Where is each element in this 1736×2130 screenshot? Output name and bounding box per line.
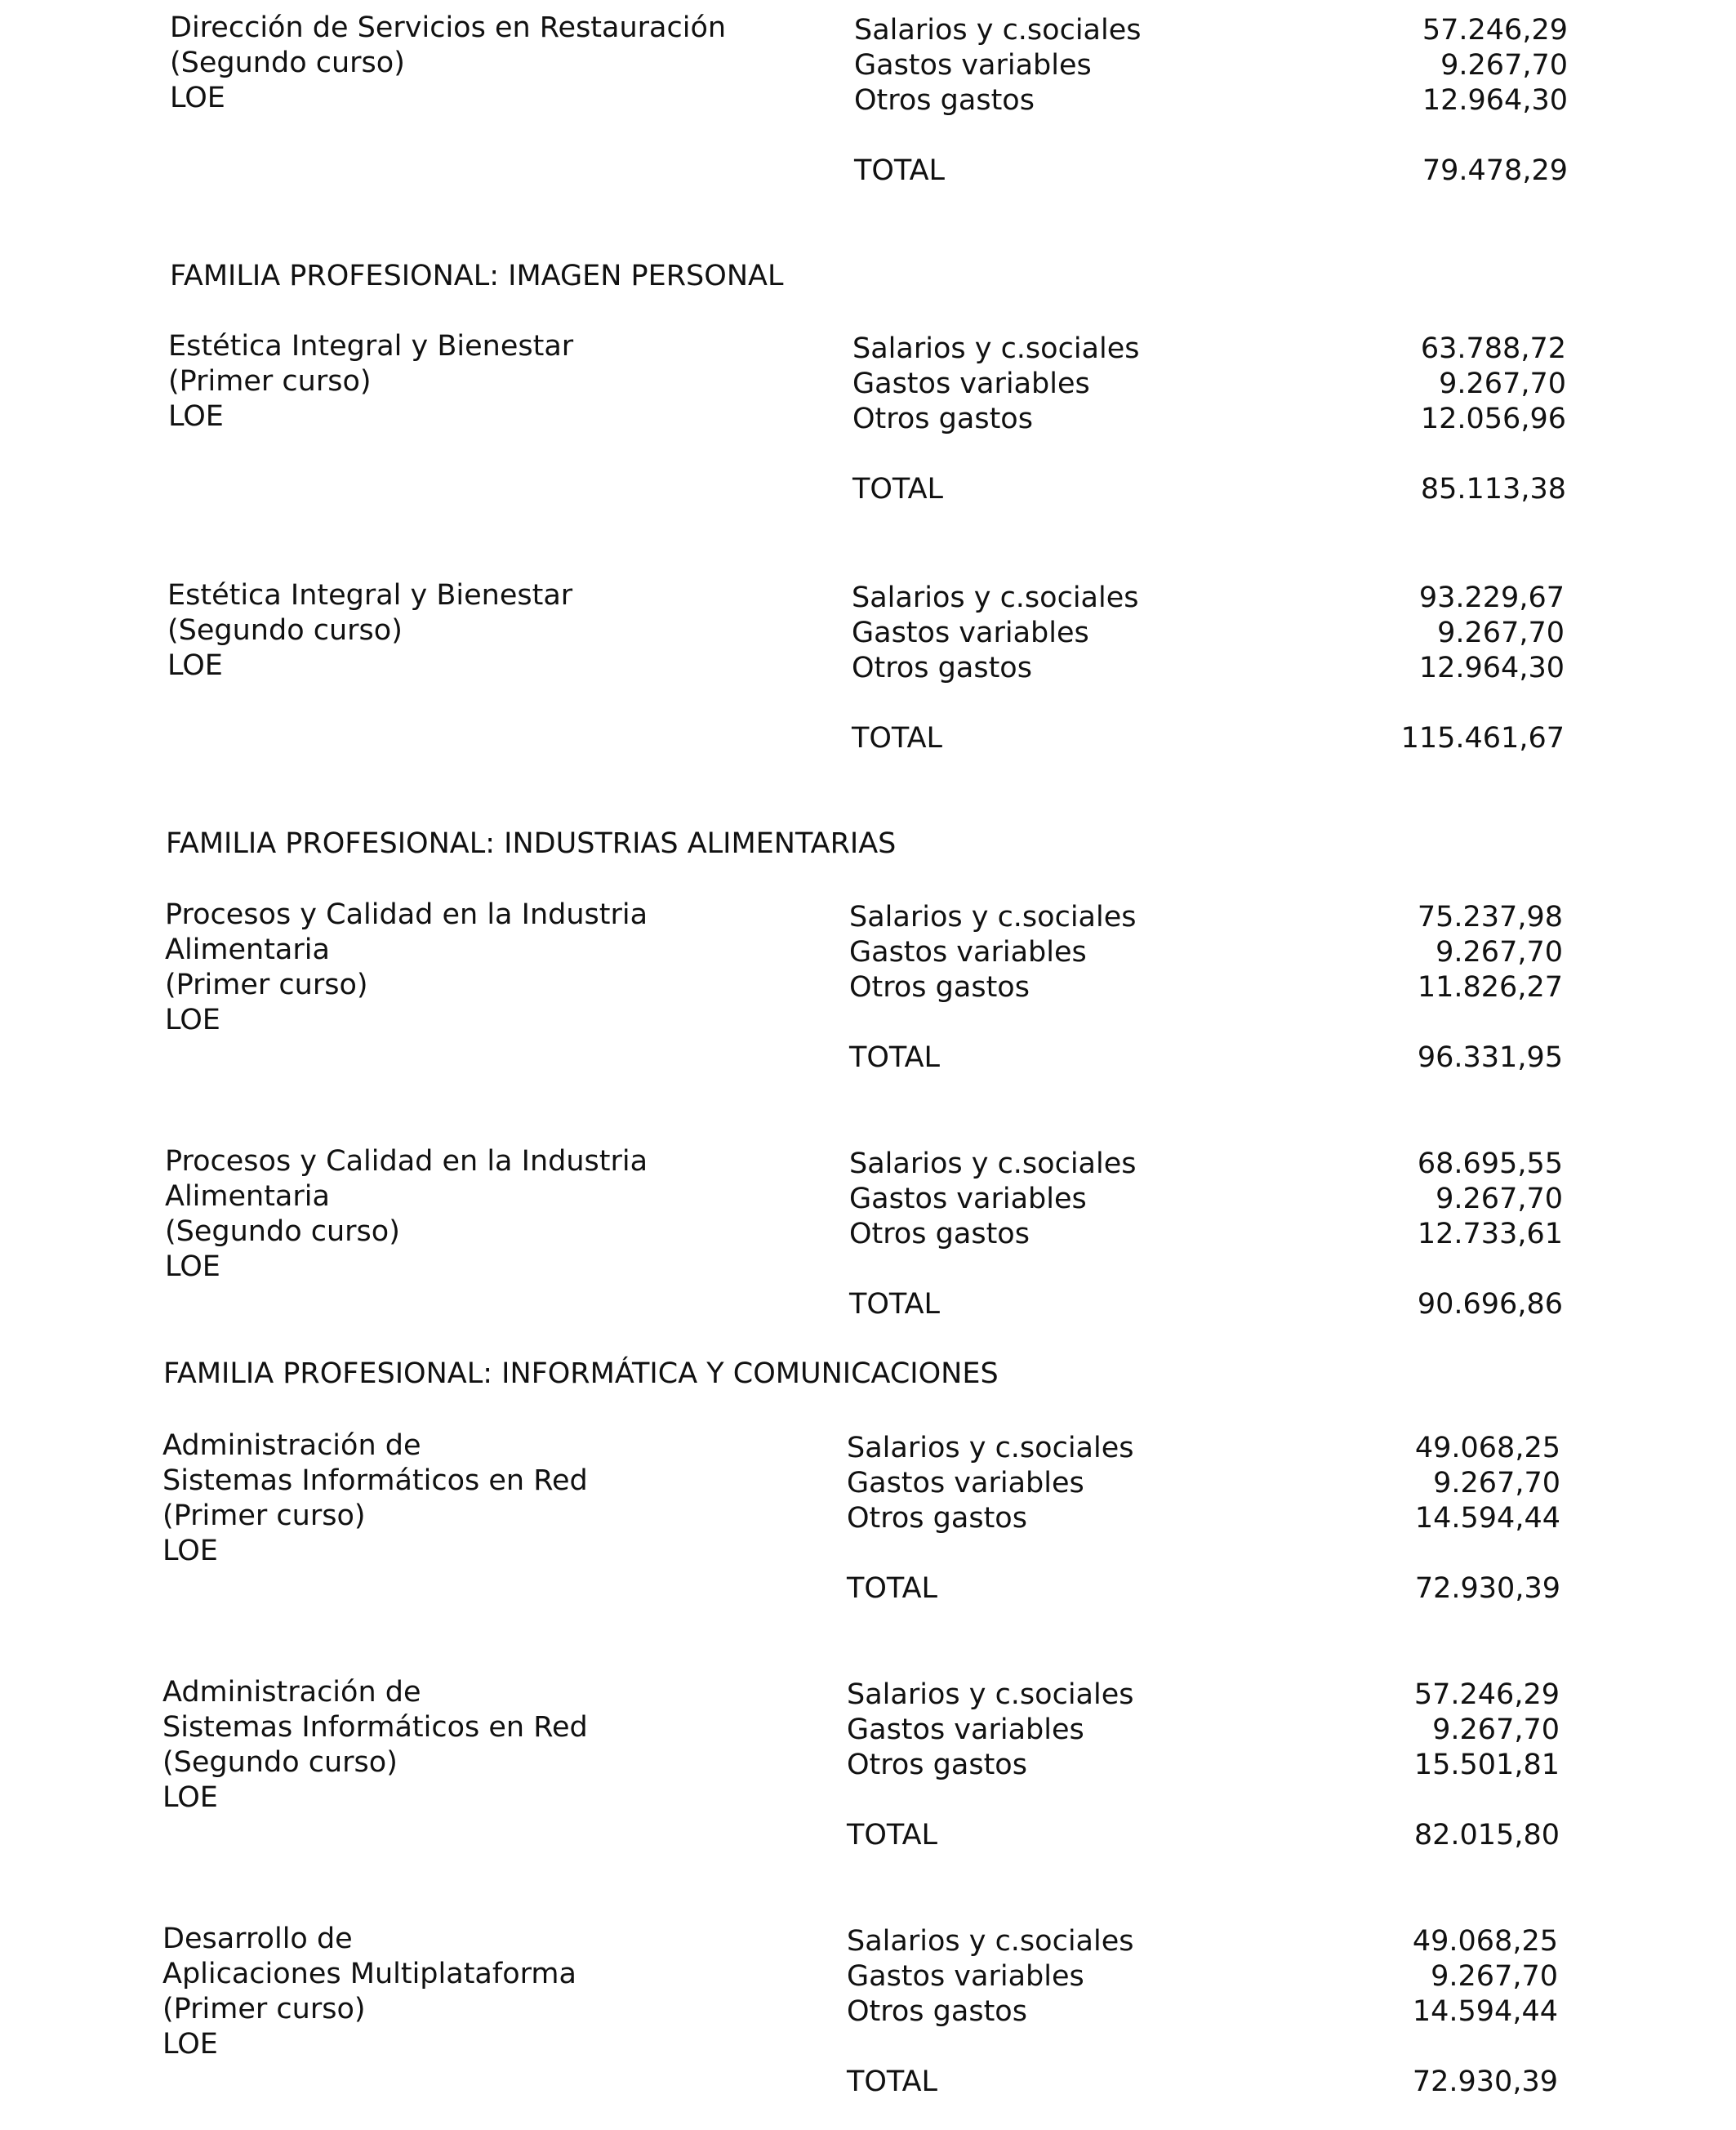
salarios-label: Salarios y c.sociales xyxy=(847,1432,1134,1464)
course-name: Estética Integral y Bienestar xyxy=(167,579,573,612)
total-value: 90.696,86 xyxy=(1417,1288,1563,1321)
variables-label: Gastos variables xyxy=(847,1713,1084,1746)
variables-label: Gastos variables xyxy=(847,1467,1084,1499)
course-law: LOE xyxy=(165,1250,220,1283)
course-year: (Primer curso) xyxy=(162,1499,366,1532)
course-name: Procesos y Calidad en la Industria xyxy=(165,1145,648,1178)
variables-label: Gastos variables xyxy=(854,49,1092,82)
total-value: 85.113,38 xyxy=(1420,473,1566,506)
total-value: 79.478,29 xyxy=(1422,154,1568,187)
variables-label: Gastos variables xyxy=(849,1183,1087,1215)
otros-value: 12.964,30 xyxy=(1422,84,1568,117)
salarios-label: Salarios y c.sociales xyxy=(852,332,1140,365)
total-label: TOTAL xyxy=(849,1041,941,1074)
salarios-label: Salarios y c.sociales xyxy=(847,1925,1134,1958)
total-label: TOTAL xyxy=(847,1819,938,1851)
otros-label: Otros gastos xyxy=(852,403,1033,435)
course-year: (Primer curso) xyxy=(168,365,372,398)
course-law: LOE xyxy=(168,400,224,433)
variables-label: Gastos variables xyxy=(852,617,1089,649)
salarios-label: Salarios y c.sociales xyxy=(849,1147,1137,1180)
course-year: (Segundo curso) xyxy=(165,1215,400,1248)
total-label: TOTAL xyxy=(852,722,943,755)
otros-label: Otros gastos xyxy=(852,652,1032,684)
family-heading: FAMILIA PROFESIONAL: IMAGEN PERSONAL xyxy=(170,260,784,292)
course-law: LOE xyxy=(162,1781,218,1814)
variables-label: Gastos variables xyxy=(849,936,1087,969)
otros-label: Otros gastos xyxy=(849,971,1030,1004)
variables-value: 9.267,70 xyxy=(1440,49,1568,82)
course-name: Procesos y Calidad en la Industria xyxy=(165,898,648,931)
salarios-label: Salarios y c.sociales xyxy=(852,582,1139,614)
variables-value: 9.267,70 xyxy=(1439,368,1566,400)
otros-value: 14.594,44 xyxy=(1412,1995,1558,2028)
course-year: (Primer curso) xyxy=(162,1993,366,2025)
course-law: LOE xyxy=(167,649,223,682)
total-value: 72.930,39 xyxy=(1412,2065,1558,2098)
course-year: (Segundo curso) xyxy=(170,47,405,79)
otros-label: Otros gastos xyxy=(847,1749,1027,1781)
course-name: Administración de xyxy=(162,1676,421,1709)
otros-label: Otros gastos xyxy=(847,1502,1027,1535)
family-heading: FAMILIA PROFESIONAL: INDUSTRIAS ALIMENTARIAS xyxy=(166,827,897,860)
variables-value: 9.267,70 xyxy=(1436,1183,1563,1215)
course-law: LOE xyxy=(162,1535,218,1567)
variables-value: 9.267,70 xyxy=(1437,617,1565,649)
family-heading: FAMILIA PROFESIONAL: INFORMÁTICA Y COMUNICACIONES xyxy=(163,1357,999,1390)
otros-label: Otros gastos xyxy=(854,84,1035,117)
course-law: LOE xyxy=(162,2028,218,2061)
course-year: (Segundo curso) xyxy=(167,614,403,647)
course-year: (Segundo curso) xyxy=(162,1746,398,1779)
course-year: (Primer curso) xyxy=(165,969,368,1001)
otros-value: 12.733,61 xyxy=(1417,1218,1563,1250)
course-name-cont: Sistemas Informáticos en Red xyxy=(162,1464,588,1497)
course-name: Administración de xyxy=(162,1429,421,1462)
total-label: TOTAL xyxy=(847,1572,938,1605)
total-value: 96.331,95 xyxy=(1417,1041,1563,1074)
course-name-cont: Alimentaria xyxy=(165,1180,330,1213)
course-name: Desarrollo de xyxy=(162,1923,353,1955)
variables-label: Gastos variables xyxy=(852,368,1090,400)
salarios-value: 49.068,25 xyxy=(1412,1925,1558,1958)
total-value: 72.930,39 xyxy=(1414,1572,1560,1605)
variables-label: Gastos variables xyxy=(847,1960,1084,1993)
variables-value: 9.267,70 xyxy=(1431,1960,1558,1993)
total-value: 115.461,67 xyxy=(1400,722,1565,755)
course-name: Estética Integral y Bienestar xyxy=(168,330,574,363)
course-law: LOE xyxy=(165,1004,220,1036)
salarios-value: 57.246,29 xyxy=(1422,14,1568,47)
total-label: TOTAL xyxy=(854,154,946,187)
salarios-value: 49.068,25 xyxy=(1414,1432,1560,1464)
otros-value: 12.964,30 xyxy=(1418,652,1565,684)
otros-value: 15.501,81 xyxy=(1413,1749,1560,1781)
salarios-value: 63.788,72 xyxy=(1420,332,1566,365)
salarios-value: 57.246,29 xyxy=(1413,1678,1560,1711)
salarios-value: 93.229,67 xyxy=(1418,582,1565,614)
otros-label: Otros gastos xyxy=(847,1995,1027,2028)
course-name-cont: Aplicaciones Multiplataforma xyxy=(162,1958,576,1990)
salarios-label: Salarios y c.sociales xyxy=(849,901,1137,934)
salarios-label: Salarios y c.sociales xyxy=(847,1678,1134,1711)
salarios-value: 68.695,55 xyxy=(1417,1147,1563,1180)
total-value: 82.015,80 xyxy=(1413,1819,1560,1851)
course-name: Dirección de Servicios en Restauración xyxy=(170,11,727,44)
otros-value: 12.056,96 xyxy=(1420,403,1566,435)
course-name-cont: Alimentaria xyxy=(165,934,330,966)
total-label: TOTAL xyxy=(847,2065,938,2098)
variables-value: 9.267,70 xyxy=(1436,936,1563,969)
total-label: TOTAL xyxy=(852,473,944,506)
otros-label: Otros gastos xyxy=(849,1218,1030,1250)
salarios-value: 75.237,98 xyxy=(1417,901,1563,934)
variables-value: 9.267,70 xyxy=(1432,1713,1560,1746)
course-name-cont: Sistemas Informáticos en Red xyxy=(162,1711,588,1744)
course-law: LOE xyxy=(170,82,225,114)
otros-value: 11.826,27 xyxy=(1417,971,1563,1004)
total-label: TOTAL xyxy=(849,1288,941,1321)
salarios-label: Salarios y c.sociales xyxy=(854,14,1142,47)
variables-value: 9.267,70 xyxy=(1433,1467,1560,1499)
otros-value: 14.594,44 xyxy=(1414,1502,1560,1535)
